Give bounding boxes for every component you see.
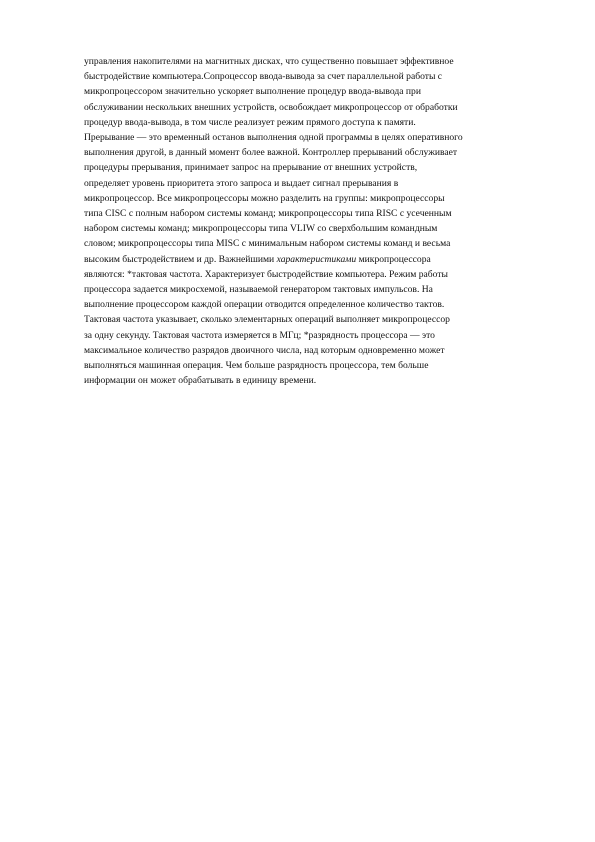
text-line-20: максимальное количество разрядов двоичного числа, над которым одновременно может: [84, 344, 445, 356]
text-line-14-tail: микропроцессора: [356, 253, 431, 265]
text-line-4: обслуживании нескольких внешних устройств, освобождает микропроцессор от обработки: [84, 101, 458, 113]
text-line-10: микропроцессор. Все микропроцессоры можно разделить на группы: микропроцессоры: [84, 192, 445, 204]
text-line-21: выполняться машинная операция. Чем больше разрядность процессора, тем больше: [84, 360, 429, 372]
text-line-15: являются: *тактовая частота. Характеризует быстродействие компьютера. Режим работы: [84, 268, 448, 280]
emphasized-term: характеристиками: [276, 253, 357, 265]
text-line-14: [84, 252, 554, 267]
text-line-5: процедур ввода-вывода, в том числе реализует режим прямого доступа к памяти.: [84, 116, 416, 128]
text-line-12: набором системы команд; микропроцессоры типа VLIW со сверхбольшим командным: [84, 223, 438, 235]
text-line-22: информации он может обрабатывать в единицу времени.: [84, 375, 317, 387]
text-line-6: Прерывание — это временный останов выполнения одной программы в целях оперативного: [84, 132, 463, 144]
text-line-16: процессора задается микросхемой, называемой генератором тактовых импульсов. На: [84, 284, 433, 296]
text-line-3: микропроцессором значительно ускоряет выполнение процедур ввода-вывода при: [84, 86, 421, 98]
text-line-17: выполнение процессором каждой операции отводится определенное количество тактов.: [84, 299, 445, 311]
text-line-18: Тактовая частота указывает, сколько элементарных операций выполняет микропроцессор: [84, 314, 450, 326]
text-line-9: определяет уровень приоритета этого запроса и выдает сигнал прерывания в: [84, 177, 399, 189]
text-line-14-head: высоким быстродействием и др. Важнейшими: [84, 253, 275, 265]
text-line-13: словом; микропроцессоры типа MISC с минимальным набором системы команд и весьма: [84, 238, 451, 250]
text-line-8: процедуры прерывания, принимает запрос на прерывание от внешних устройств,: [84, 162, 418, 174]
body-text: [84, 54, 554, 388]
text-line-11: типа CISC с полным набором системы команд; микропроцессоры типа RISC с усеченным: [84, 208, 452, 220]
text-line-7: выполнения другой, в данный момент более важной. Контроллер прерываний обслуживает: [84, 147, 458, 159]
text-line-1: управления накопителями на магнитных дисках, что существенно повышает эффективное: [84, 56, 454, 67]
text-line-2: быстродействие компьютера.Сопроцессор ввода-вывода за счет параллельной работы с: [84, 71, 443, 83]
text-line-19: за одну секунду. Тактовая частота измеряется в МГц; *разрядность процессора — это: [84, 329, 435, 341]
